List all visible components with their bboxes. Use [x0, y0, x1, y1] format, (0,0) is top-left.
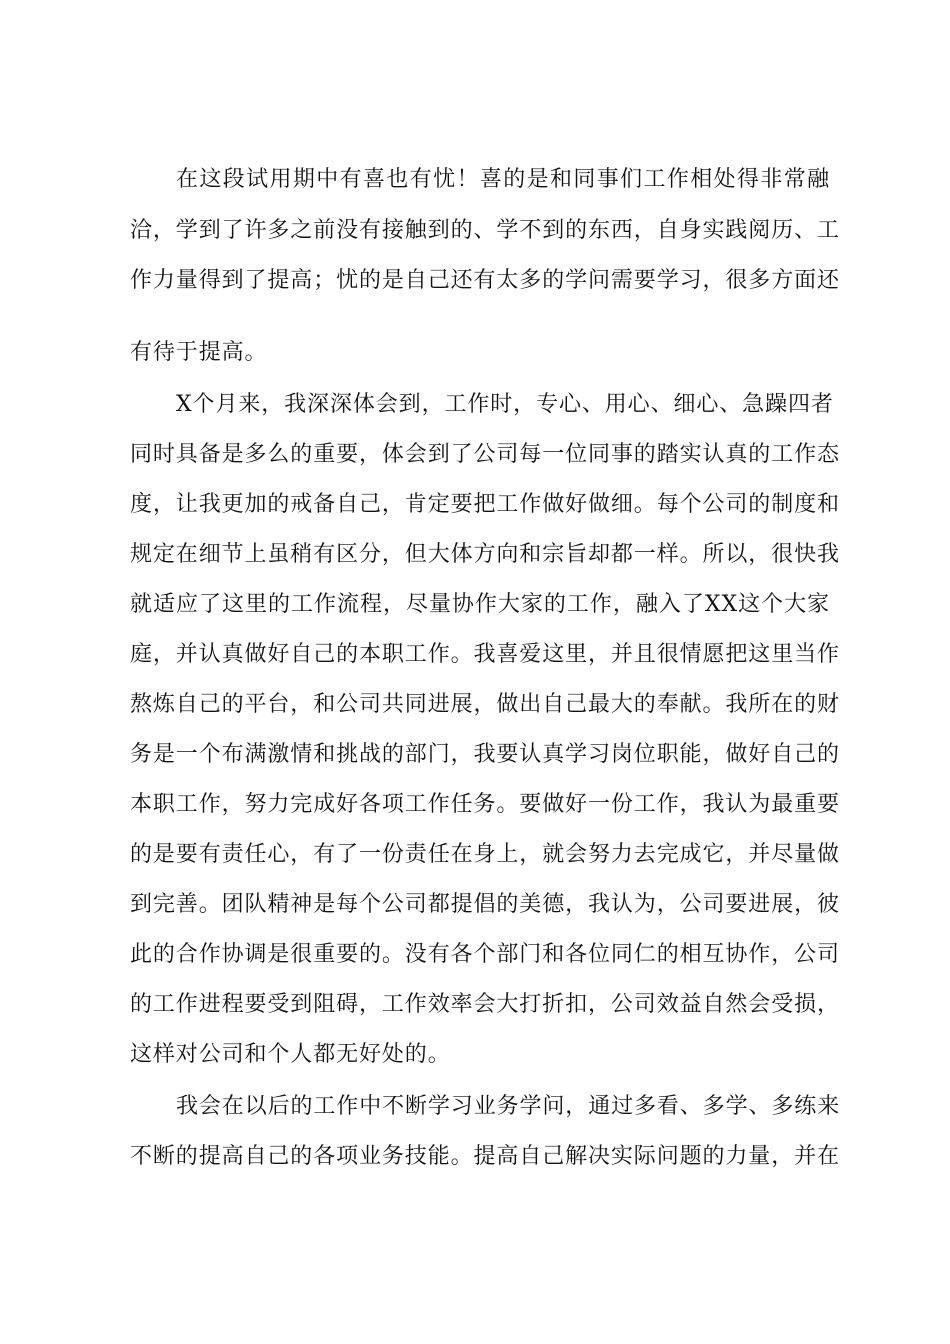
paragraph-2-line-9: 本职工作，努力完成好各项工作任务。要做好一份工作，我认为最重要: [130, 792, 840, 817]
paragraph-1-line-3: 作力量得到了提高；忧的是自己还有太多的学问需要学习，很多方面还: [130, 268, 840, 293]
paragraph-2-line-10: 的是要有责任心，有了一份责任在身上，就会努力去完成它，并尽量做: [130, 842, 840, 867]
paragraph-2-line-1: X个月来，我深深体会到，工作时，专心、用心、细心、急躁四者: [176, 392, 834, 417]
paragraph-2-line-11: 到完善。团队精神是每个公司都提倡的美德，我认为，公司要进展，彼: [130, 892, 840, 917]
paragraph-2-line-8: 务是一个布满激情和挑战的部门，我要认真学习岗位职能，做好自己的: [130, 742, 840, 767]
paragraph-2-line-14: 这样对公司和个人都无好处的。: [130, 1042, 451, 1067]
paragraph-2-line-5: 就适应了这里的工作流程，尽量协作大家的工作，融入了XX这个大家: [130, 592, 830, 617]
paragraph-2-line-6: 庭，并认真做好自己的本职工作。我喜爱这里，并且很情愿把这里当作: [130, 642, 840, 667]
paragraph-3-line-1: 我会在以后的工作中不断学习业务学问，通过多看、多学、多练来: [176, 1094, 841, 1119]
paragraph-2-line-4: 规定在细节上虽稍有区分，但大体方向和宗旨却都一样。所以，很快我: [130, 542, 840, 567]
paragraph-1-line-1: 在这段试用期中有喜也有忧！喜的是和同事们工作相处得非常融: [176, 167, 830, 192]
paragraph-2-line-12: 此的合作协调是很重要的。没有各个部门和各位同仁的相互协作，公司: [130, 942, 840, 967]
paragraph-2-line-2: 同时具备是多么的重要，体会到了公司每一位同事的踏实认真的工作态: [130, 442, 840, 467]
paragraph-1-line-2: 洽，学到了许多之前没有接触到的、学不到的东西，自身实践阅历、工: [130, 218, 840, 243]
paragraph-3-line-2: 不断的提高自己的各项业务技能。提高自己解决实际问题的力量，并在: [130, 1144, 840, 1169]
paragraph-2-line-7: 熬炼自己的平台，和公司共同进展，做出自己最大的奉献。我所在的财: [130, 692, 840, 717]
paragraph-2-line-3: 度，让我更加的戒备自己，肯定要把工作做好做细。每个公司的制度和: [130, 492, 840, 517]
paragraph-2-line-13: 的工作进程要受到阻碍，工作效率会大打折扣，公司效益自然会受损，: [130, 992, 840, 1017]
paragraph-1-line-4: 有待于提高。: [130, 340, 268, 365]
